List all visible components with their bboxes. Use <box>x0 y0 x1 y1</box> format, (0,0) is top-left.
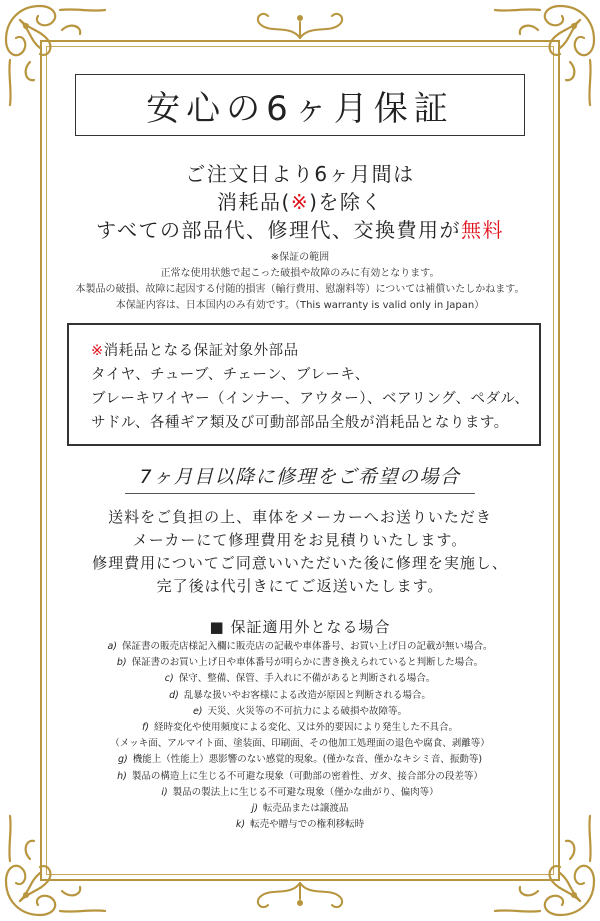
top-flourish-icon <box>250 4 350 44</box>
after-period-heading: 7ヶ月目以降に修理をご希望の場合 <box>125 462 475 494</box>
free-label: 無料 <box>461 218 505 242</box>
scope-note-line: 正常な使用状態で起こった破損や故障のみに有効となります。 <box>160 268 440 279</box>
page-title: 安心の6ヶ月保証 <box>146 88 454 129</box>
consumables-box <box>67 323 541 446</box>
title-box <box>75 74 525 136</box>
consumables-line: タイヤ、チューブ、チェーン、ブレーキ、 <box>91 367 370 383</box>
item-text: 保証書の販売店様記入欄に販売店の記載や車体番号、お買い上げ日の記載が無い場合。 <box>122 641 493 652</box>
item-marker: j) <box>251 803 258 815</box>
scope-note-heading: ※保証の範囲 <box>270 252 330 263</box>
item-marker: e) <box>192 705 203 717</box>
list-item <box>55 671 545 687</box>
consumables-line: ブレーキワイヤー（インナー、アウター）、ベアリング、ペダル、 <box>91 391 530 407</box>
item-text: 転売品または譲渡品 <box>262 803 349 815</box>
item-marker: b) <box>116 657 127 669</box>
consumables-mark: ※ <box>91 343 104 359</box>
item-marker: a) <box>107 641 117 652</box>
item-text: 乱暴な扱いやお客様による改造が原因と判断される場合。 <box>183 689 431 701</box>
after-period-line: 完了後は代引きにてご返送いたします。 <box>156 577 444 595</box>
lead-line-3-prefix: すべての部品代、修理代、交換費用が <box>95 218 462 242</box>
lead-line-3 <box>60 214 540 243</box>
item-text: 製品の構造上に生じる不可避な現象（可動部の密着性、ガタ、接合部分の段差等） <box>131 770 483 782</box>
lead-line-2-prefix: 消耗品( <box>217 190 291 214</box>
after-period-line: 送料をご負担の上、車体をメーカーへお送りいただき <box>108 508 492 526</box>
item-marker: f) <box>141 722 150 734</box>
list-item <box>55 785 545 801</box>
after-period-body <box>60 506 540 598</box>
list-item <box>55 704 545 720</box>
consumables-heading <box>91 339 539 363</box>
item-text: 経時変化や使用頻度による変化、又は外的要因により発生した不具合。 <box>154 722 459 734</box>
item-text: 機能上（性能上）悪影響のない感覚的現象。(僅かな音、僅かなキシミ音、振動等) <box>132 754 483 766</box>
item-marker: k) <box>235 819 246 831</box>
item-text: 保守、整備、保管、手入れに不備があると判断される場合。 <box>178 673 436 685</box>
consumables-heading-text: 消耗品となる保証対象外部品 <box>103 343 299 359</box>
after-period-line: メーカーにて修理費用をお見積りいたします。 <box>132 531 468 549</box>
exclusions-heading: ■ 保証適用外となる場合 <box>209 618 391 636</box>
list-item <box>55 752 545 768</box>
lead-line-1: ご注文日より6ヶ月間は <box>185 162 415 186</box>
item-text: 転売や贈与での権利移転時 <box>250 819 365 831</box>
item-marker: d) <box>169 689 179 701</box>
bottom-flourish-icon <box>250 877 350 917</box>
list-item <box>55 688 545 704</box>
list-item <box>55 720 545 736</box>
list-item <box>55 769 545 785</box>
item-text: 天災、火災等の不可抗力による破損や故障等。 <box>207 705 408 717</box>
list-item <box>55 736 545 752</box>
item-marker: i) <box>161 786 168 798</box>
after-period-line: 修理費用についてご同意いいただいた後に修理を実施し、 <box>92 554 508 572</box>
item-marker: h) <box>117 770 127 782</box>
list-item <box>55 801 545 817</box>
list-item <box>55 655 545 671</box>
scope-note-line: 本保証内容は、日本国内のみ有効です。（This warranty is valid only in Japan） <box>115 300 485 311</box>
item-text: （メッキ面、アルマイト面、塗装面、印刷面、その他加工処理面の退色や腐食、剥離等） <box>110 738 490 750</box>
list-item <box>55 817 545 833</box>
consumables-line: サドル、各種ギア類及び可動部部品全般が消耗品となります。 <box>91 415 509 431</box>
lead-line-2-suffix: )を除く <box>309 190 383 214</box>
scope-note-line: 本製品の破損、故障に起因する付随的損害（輸行費用、慰謝料等）については補償いたしかねます。 <box>75 284 525 295</box>
item-marker: c) <box>164 673 174 685</box>
item-marker: g) <box>117 754 128 766</box>
item-text: 保証書のお買い上げ日や車体番号が明らかに書き換えられていると判断した場合。 <box>131 657 484 669</box>
item-text: 製品の製法上に生じる不可避な現象（僅かな曲がり、偏肉等） <box>172 786 439 798</box>
exclusions-list <box>55 639 545 833</box>
list-item <box>55 639 545 655</box>
consumable-mark: ※ <box>290 190 310 214</box>
lead-line-2 <box>60 186 540 215</box>
